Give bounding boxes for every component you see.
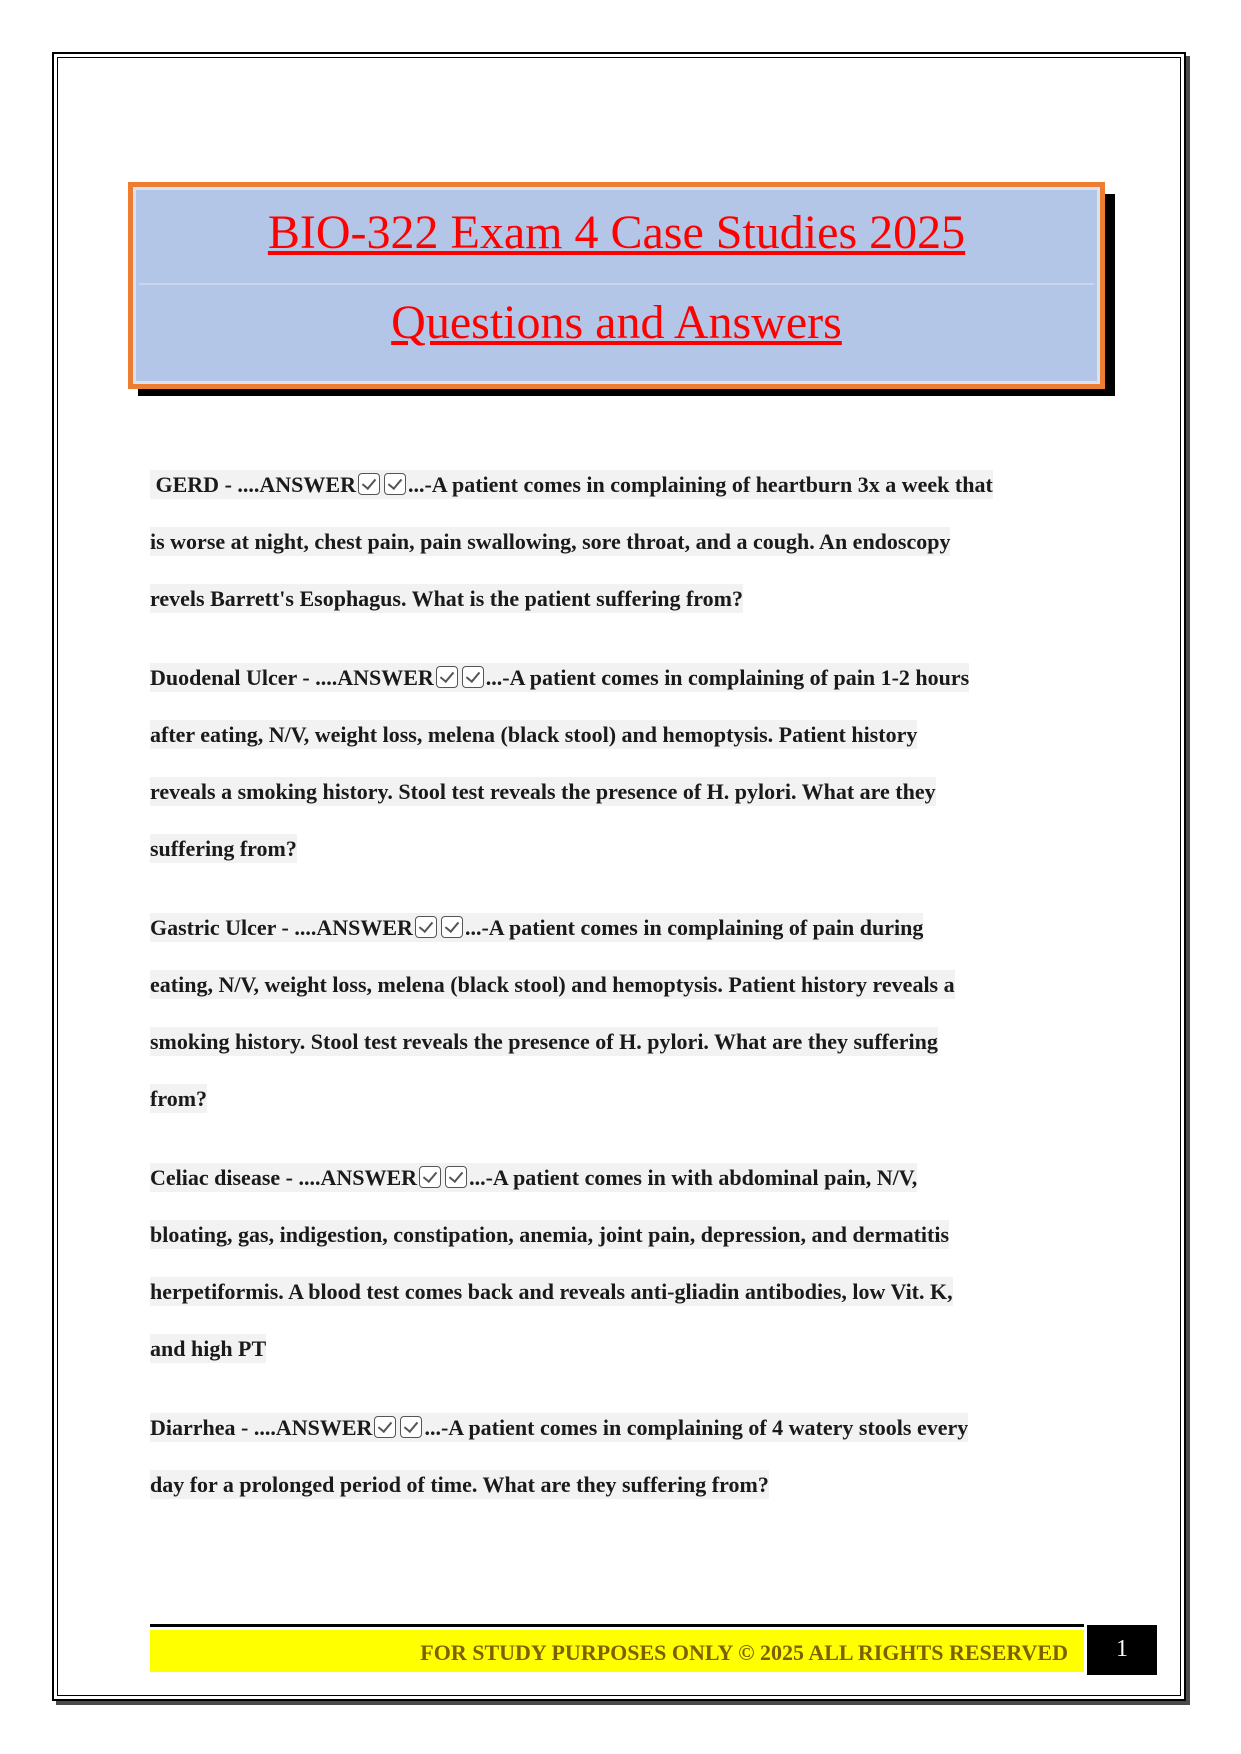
checkbox-check-icon	[441, 916, 463, 938]
qa-term: Diarrhea	[150, 1415, 236, 1440]
answer-marker: - ....ANSWER	[280, 1165, 418, 1190]
qa-first-line	[150, 1413, 1090, 1470]
qa-line: after eating, N/V, weight loss, melena (black stool) and hemoptysis. Patient history	[150, 722, 918, 747]
page-number: 1	[1087, 1625, 1157, 1675]
qa-line: bloating, gas, indigestion, constipation, anemia, joint pain, depression, and dermatitis	[150, 1222, 950, 1247]
qa-question-start: ...-A patient comes in complaining of heartburn 3x a week that	[407, 472, 993, 497]
answer-marker: - ....ANSWER	[219, 472, 356, 497]
qa-question-start: ...-A patient comes in complaining of 4 watery stools every	[424, 1415, 969, 1440]
answer-marker: - ....ANSWER	[296, 665, 434, 690]
qa-line: herpetiformis. A blood test comes back and reveals anti-gliadin antibodies, low Vit. K,	[150, 1279, 953, 1304]
qa-term: Duodenal Ulcer	[150, 665, 297, 690]
qa-item-celiac-disease	[150, 1163, 1090, 1391]
checkbox-check-icon	[374, 1416, 396, 1438]
title-line-2: Questions and Answers	[391, 296, 842, 349]
qa-item-duodenal-ulcer	[150, 663, 1090, 891]
qa-term: Gastric Ulcer	[150, 915, 277, 940]
qa-line: smoking history. Stool test reveals the presence of H. pylori. What are they suffering	[150, 1029, 938, 1054]
checkbox-check-icon	[400, 1416, 422, 1438]
checkbox-check-icon	[445, 1166, 467, 1188]
checkbox-check-icon	[415, 916, 437, 938]
title-line-1: BIO-322 Exam 4 Case Studies 2025	[267, 206, 966, 259]
qa-item-diarrhea	[150, 1413, 1090, 1527]
title-separator	[139, 283, 1094, 285]
qa-line: and high PT	[150, 1336, 267, 1361]
qa-term: GERD	[155, 472, 220, 497]
qa-item-gastric-ulcer	[150, 913, 1090, 1141]
qa-item-gerd	[150, 470, 1090, 641]
qa-line: reveals a smoking history. Stool test reveals the presence of H. pylori. What are they	[150, 779, 936, 804]
qa-question-start: ...-A patient comes in with abdominal pain, N/V,	[469, 1165, 918, 1190]
footer-rule	[150, 1624, 1084, 1627]
checkbox-check-icon	[384, 473, 406, 495]
qa-line: is worse at night, chest pain, pain swallowing, sore throat, and a cough. An endoscopy	[150, 529, 951, 554]
checkbox-check-icon	[358, 473, 380, 495]
title-box	[128, 182, 1105, 389]
qa-question-start: ...-A patient comes in complaining of pain 1-2 hours	[485, 665, 970, 690]
qa-line: revels Barrett's Esophagus. What is the patient suffering from?	[150, 586, 743, 611]
footer-text: FOR STUDY PURPOSES ONLY © 2025 ALL RIGHTS RESERVED	[420, 1640, 1068, 1665]
qa-first-line	[150, 663, 1090, 720]
qa-line: eating, N/V, weight loss, melena (black stool) and hemoptysis. Patient history reveals a	[150, 972, 955, 997]
checkbox-check-icon	[419, 1166, 441, 1188]
footer-bar	[150, 1630, 1084, 1672]
qa-line: from?	[150, 1086, 208, 1111]
checkbox-check-icon	[462, 666, 484, 688]
qa-first-line	[150, 913, 1090, 970]
qa-first-line	[150, 1163, 1090, 1220]
qa-list	[150, 470, 1090, 1549]
checkbox-check-icon	[436, 666, 458, 688]
answer-marker: - ....ANSWER	[276, 915, 413, 940]
qa-first-line	[150, 470, 1090, 527]
qa-line: day for a prolonged period of time. What are they suffering from?	[150, 1472, 769, 1497]
qa-question-start: ...-A patient comes in complaining of pain during	[464, 915, 924, 940]
qa-line: suffering from?	[150, 836, 297, 861]
qa-term: Celiac disease	[150, 1165, 281, 1190]
answer-marker: - ....ANSWER	[235, 1415, 373, 1440]
